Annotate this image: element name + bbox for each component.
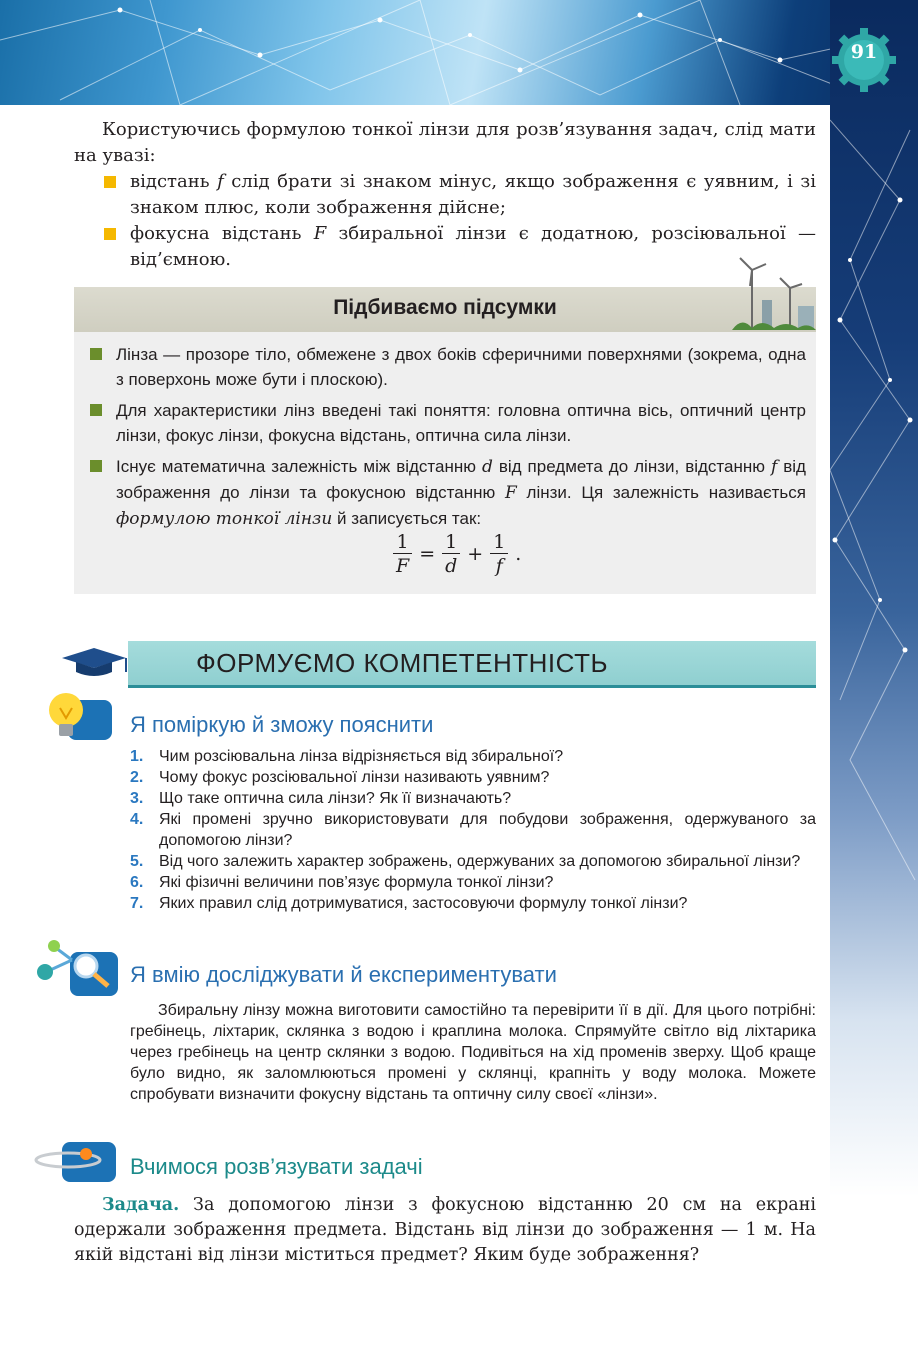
lightbulb-icon bbox=[44, 688, 114, 748]
intro-bullet: відстань f слід брати зі знаком мінус, якщо зображення є уявним, і зі знаком плюс, коли зображення дійсне; bbox=[74, 169, 816, 221]
header-space-banner bbox=[0, 0, 918, 105]
list-item: 6. Які фізичні величини пов’язує формула тонкої лінзи? bbox=[130, 874, 554, 891]
explore-paragraph: Збиральну лінзу можна виготовити самостійно та перевірити її в дії. Для цього потрібні: гребінець, ліхтарик, склянка з водою і краплина молока. Спрямуйте світло від ліхтарика через гребінець на центр склянки з водою. Подивіться на хід променів зверху. Щоб краще було видно, як заломлюються промені у склянці, крапніть у воду молока. Можете спробувати визначити фокусну відстань та оптичну силу своєї «лінзи». bbox=[130, 1002, 816, 1103]
page-number: 91 bbox=[850, 41, 878, 63]
section-title-explain: Я поміркую й зможу пояснити bbox=[130, 712, 434, 737]
bullet-square-icon bbox=[90, 460, 102, 472]
bullet-square-icon bbox=[104, 228, 116, 240]
summary-title: Підбиваємо підсумки bbox=[333, 296, 557, 319]
list-item: 7. Яких правил слід дотримуватися, застосовуючи формулу тонкої лінзи? bbox=[130, 895, 688, 912]
list-item: 2. Чому фокус розсіювальної лінзи називають уявним? bbox=[130, 769, 550, 786]
list-item: 3. Що таке оптична сила лінзи? Як її визначають? bbox=[130, 790, 512, 807]
side-space-band bbox=[830, 0, 918, 1360]
section-title-explore: Я вмію досліджувати й експериментувати bbox=[130, 962, 557, 987]
task-paragraph: Задача. За допомогою лінзи з фокусною відстанню 20 см на екрані одержали зображення предмета. Відстань від лінзи до зображення — 1 м. На якій відстані від лінзи міститься предмет? Яким буде зображення? bbox=[74, 1195, 816, 1265]
list-item: 4. Які промені зручно використовувати для побудови зображення, одержуваного за допомогою лінзи? bbox=[130, 811, 816, 849]
orbit-icon bbox=[34, 1140, 120, 1184]
list-item: 5. Від чого залежить характер зображень, одержуваних за допомогою збиральної лінзи? bbox=[130, 853, 801, 870]
equals-sign: = bbox=[419, 543, 436, 565]
bullet-square-icon bbox=[90, 404, 102, 416]
intro-bullet: фокусна відстань F збиральної лінзи є додатною, розсіювальної — від’ємною. bbox=[74, 221, 816, 273]
bullet-square-icon bbox=[104, 176, 116, 188]
thin-lens-formula bbox=[390, 526, 525, 582]
intro-section bbox=[74, 117, 816, 273]
constellation-lines bbox=[0, 0, 918, 105]
plus-sign: + bbox=[467, 543, 484, 565]
bullet-square-icon bbox=[90, 348, 102, 360]
summary-item: Лінза — прозоре тіло, обмежене з двох боків сферичними поверхнями (зокрема, одна з поверхонь може бути і плоскою). bbox=[90, 342, 806, 392]
fraction-1-over-d: $\frac{1}{d}$ bbox=[442, 531, 460, 578]
section-title-solve: Вчимося розв’язувати задачі bbox=[130, 1154, 423, 1179]
formula-period: . bbox=[515, 543, 522, 565]
list-item: 1. Чим розсіювальна лінза відрізняється від збиральної? bbox=[130, 748, 564, 765]
magnifier-molecule-icon bbox=[36, 938, 122, 1000]
summary-item: Для характеристики лінз введені такі поняття: головна оптична вісь, оптичний центр лінзи, фокус лінзи, фокусна відстань, оптична сила лінзи. bbox=[90, 398, 806, 448]
fraction-1-over-f: $\frac{1}{f}$ bbox=[490, 531, 508, 578]
question-list bbox=[130, 746, 816, 914]
summary-item: Існує математична залежність між відстанню d від предмета до лінзи, відстанню f від зображення до лінзи та фокусною відстанню F лінзи. Ця залежність називається формулою тонкої лінзи й записується так: bbox=[90, 454, 806, 532]
side-constellation-lines bbox=[830, 0, 918, 1360]
fraction-1-over-F: $\frac{1}{F}$ bbox=[393, 531, 412, 578]
intro-paragraph: Користуючись формулою тонкої лінзи для розв’язування задач, слід мати на увазі: bbox=[74, 119, 816, 166]
summary-list bbox=[90, 342, 806, 538]
task-label: Задача. bbox=[102, 1195, 180, 1215]
competence-title: ФОРМУЄМО КОМПЕТЕНТНІСТЬ bbox=[196, 648, 609, 678]
